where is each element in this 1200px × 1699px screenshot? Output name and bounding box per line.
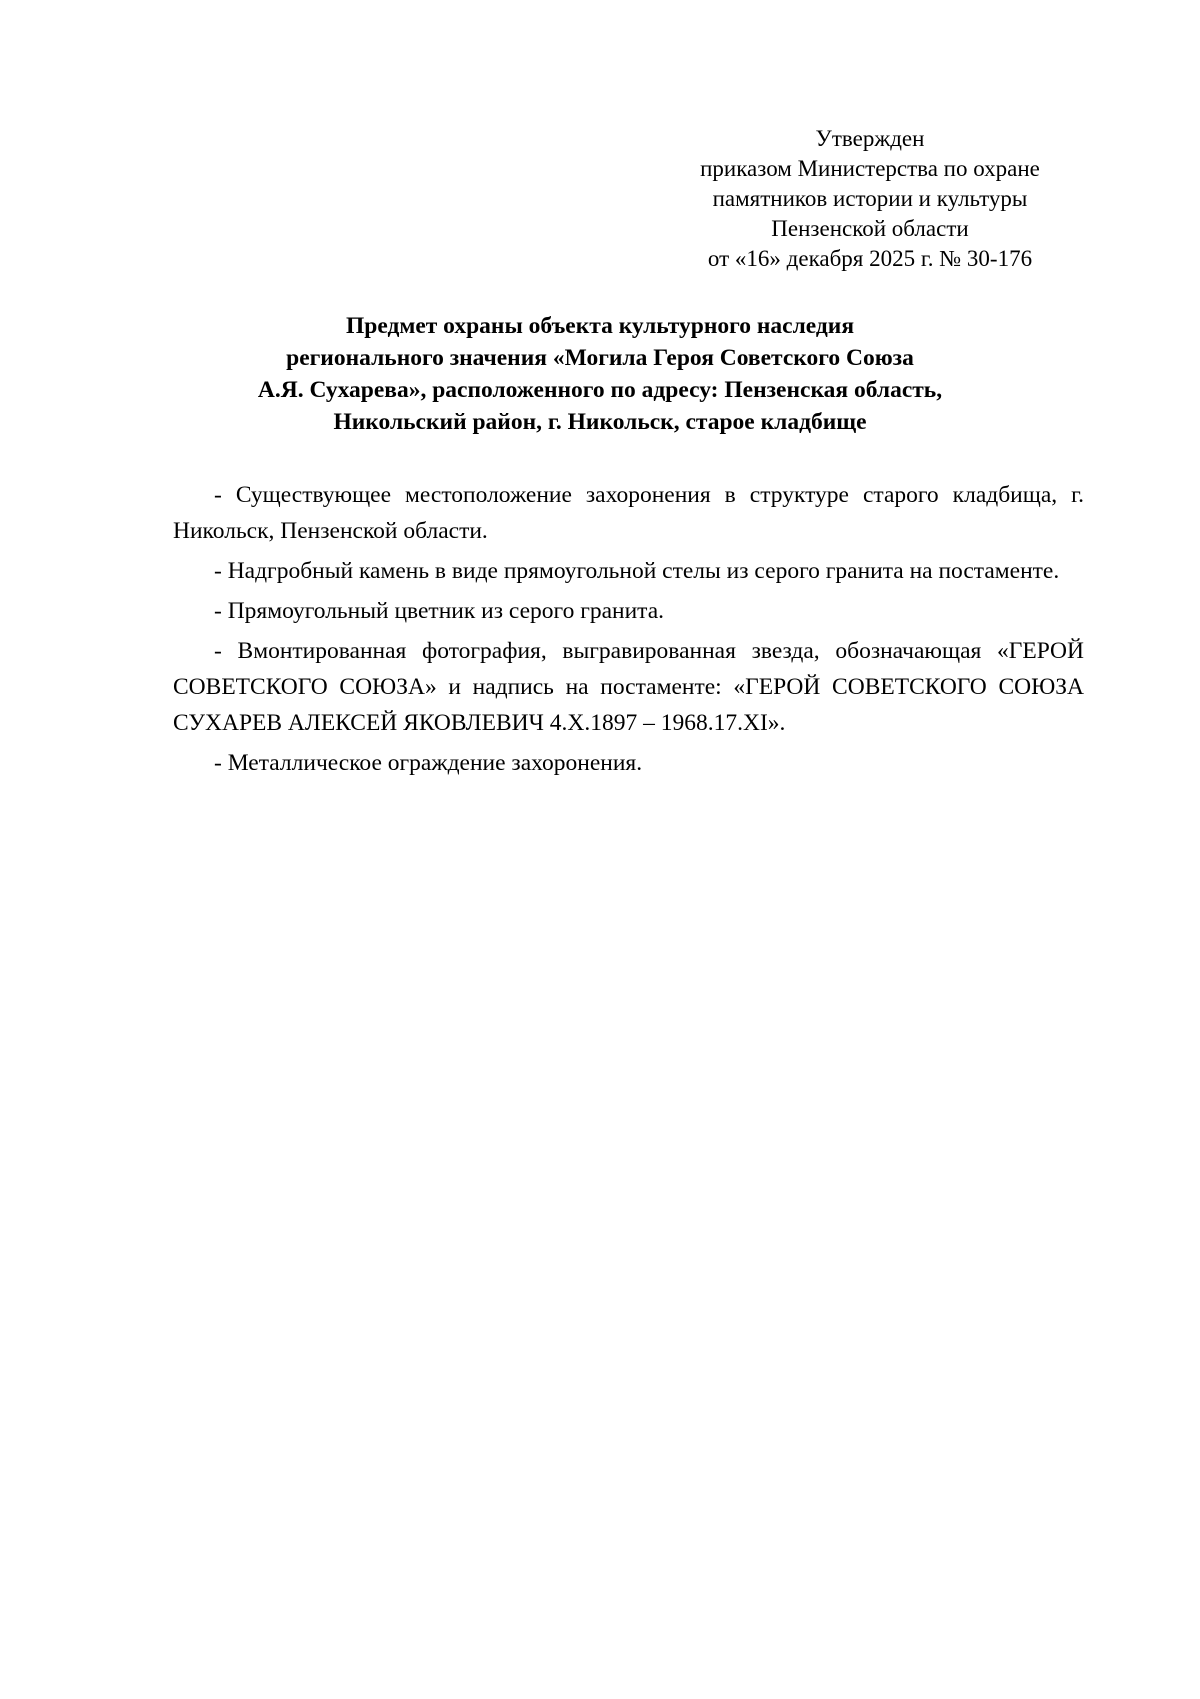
protection-item: - Металлическое ограждение захоронения. <box>214 750 643 776</box>
approval-line: Пензенской области <box>771 216 969 241</box>
title-line: Никольский район, г. Никольск, старое кладбище <box>333 409 867 435</box>
approval-line: памятников истории и культуры <box>712 186 1028 211</box>
approval-block <box>652 124 1088 274</box>
document-title <box>150 310 1050 438</box>
approval-line: приказом Министерства по охране <box>700 156 1040 181</box>
approval-line: Утвержден <box>815 126 925 151</box>
title-line: Предмет охраны объекта культурного наследия <box>345 313 855 339</box>
protection-item: - Вмонтированная фотография, выгравированная звезда, обозначающая «ГЕРОЙ СОВЕТСКОГО СОЮЗА» и надпись на постаменте: «ГЕРОЙ СОВЕТСКОГО СОЮЗА СУХАРЕВ АЛЕКСЕЙ ЯКОВЛЕВИЧ 4.Х.1897 – 1968.17.XI». <box>173 638 1084 736</box>
approval-order-line: от «16» декабря 2025 г. № 30-176 <box>707 246 1033 271</box>
protection-item: - Прямоугольный цветник из серого гранита. <box>214 598 665 624</box>
title-line: А.Я. Сухарева», расположенного по адресу: Пензенская область, <box>257 377 943 403</box>
protection-item: - Надгробный камень в виде прямоугольной стелы из серого гранита на постаменте. <box>214 558 1060 584</box>
title-line: регионального значения «Могила Героя Советского Союза <box>286 345 914 371</box>
protection-item: - Существующее местоположение захоронения в структуре старого кладбища, г. Никольск, Пензенской области. <box>173 482 1084 544</box>
protection-items-list <box>173 477 1084 785</box>
